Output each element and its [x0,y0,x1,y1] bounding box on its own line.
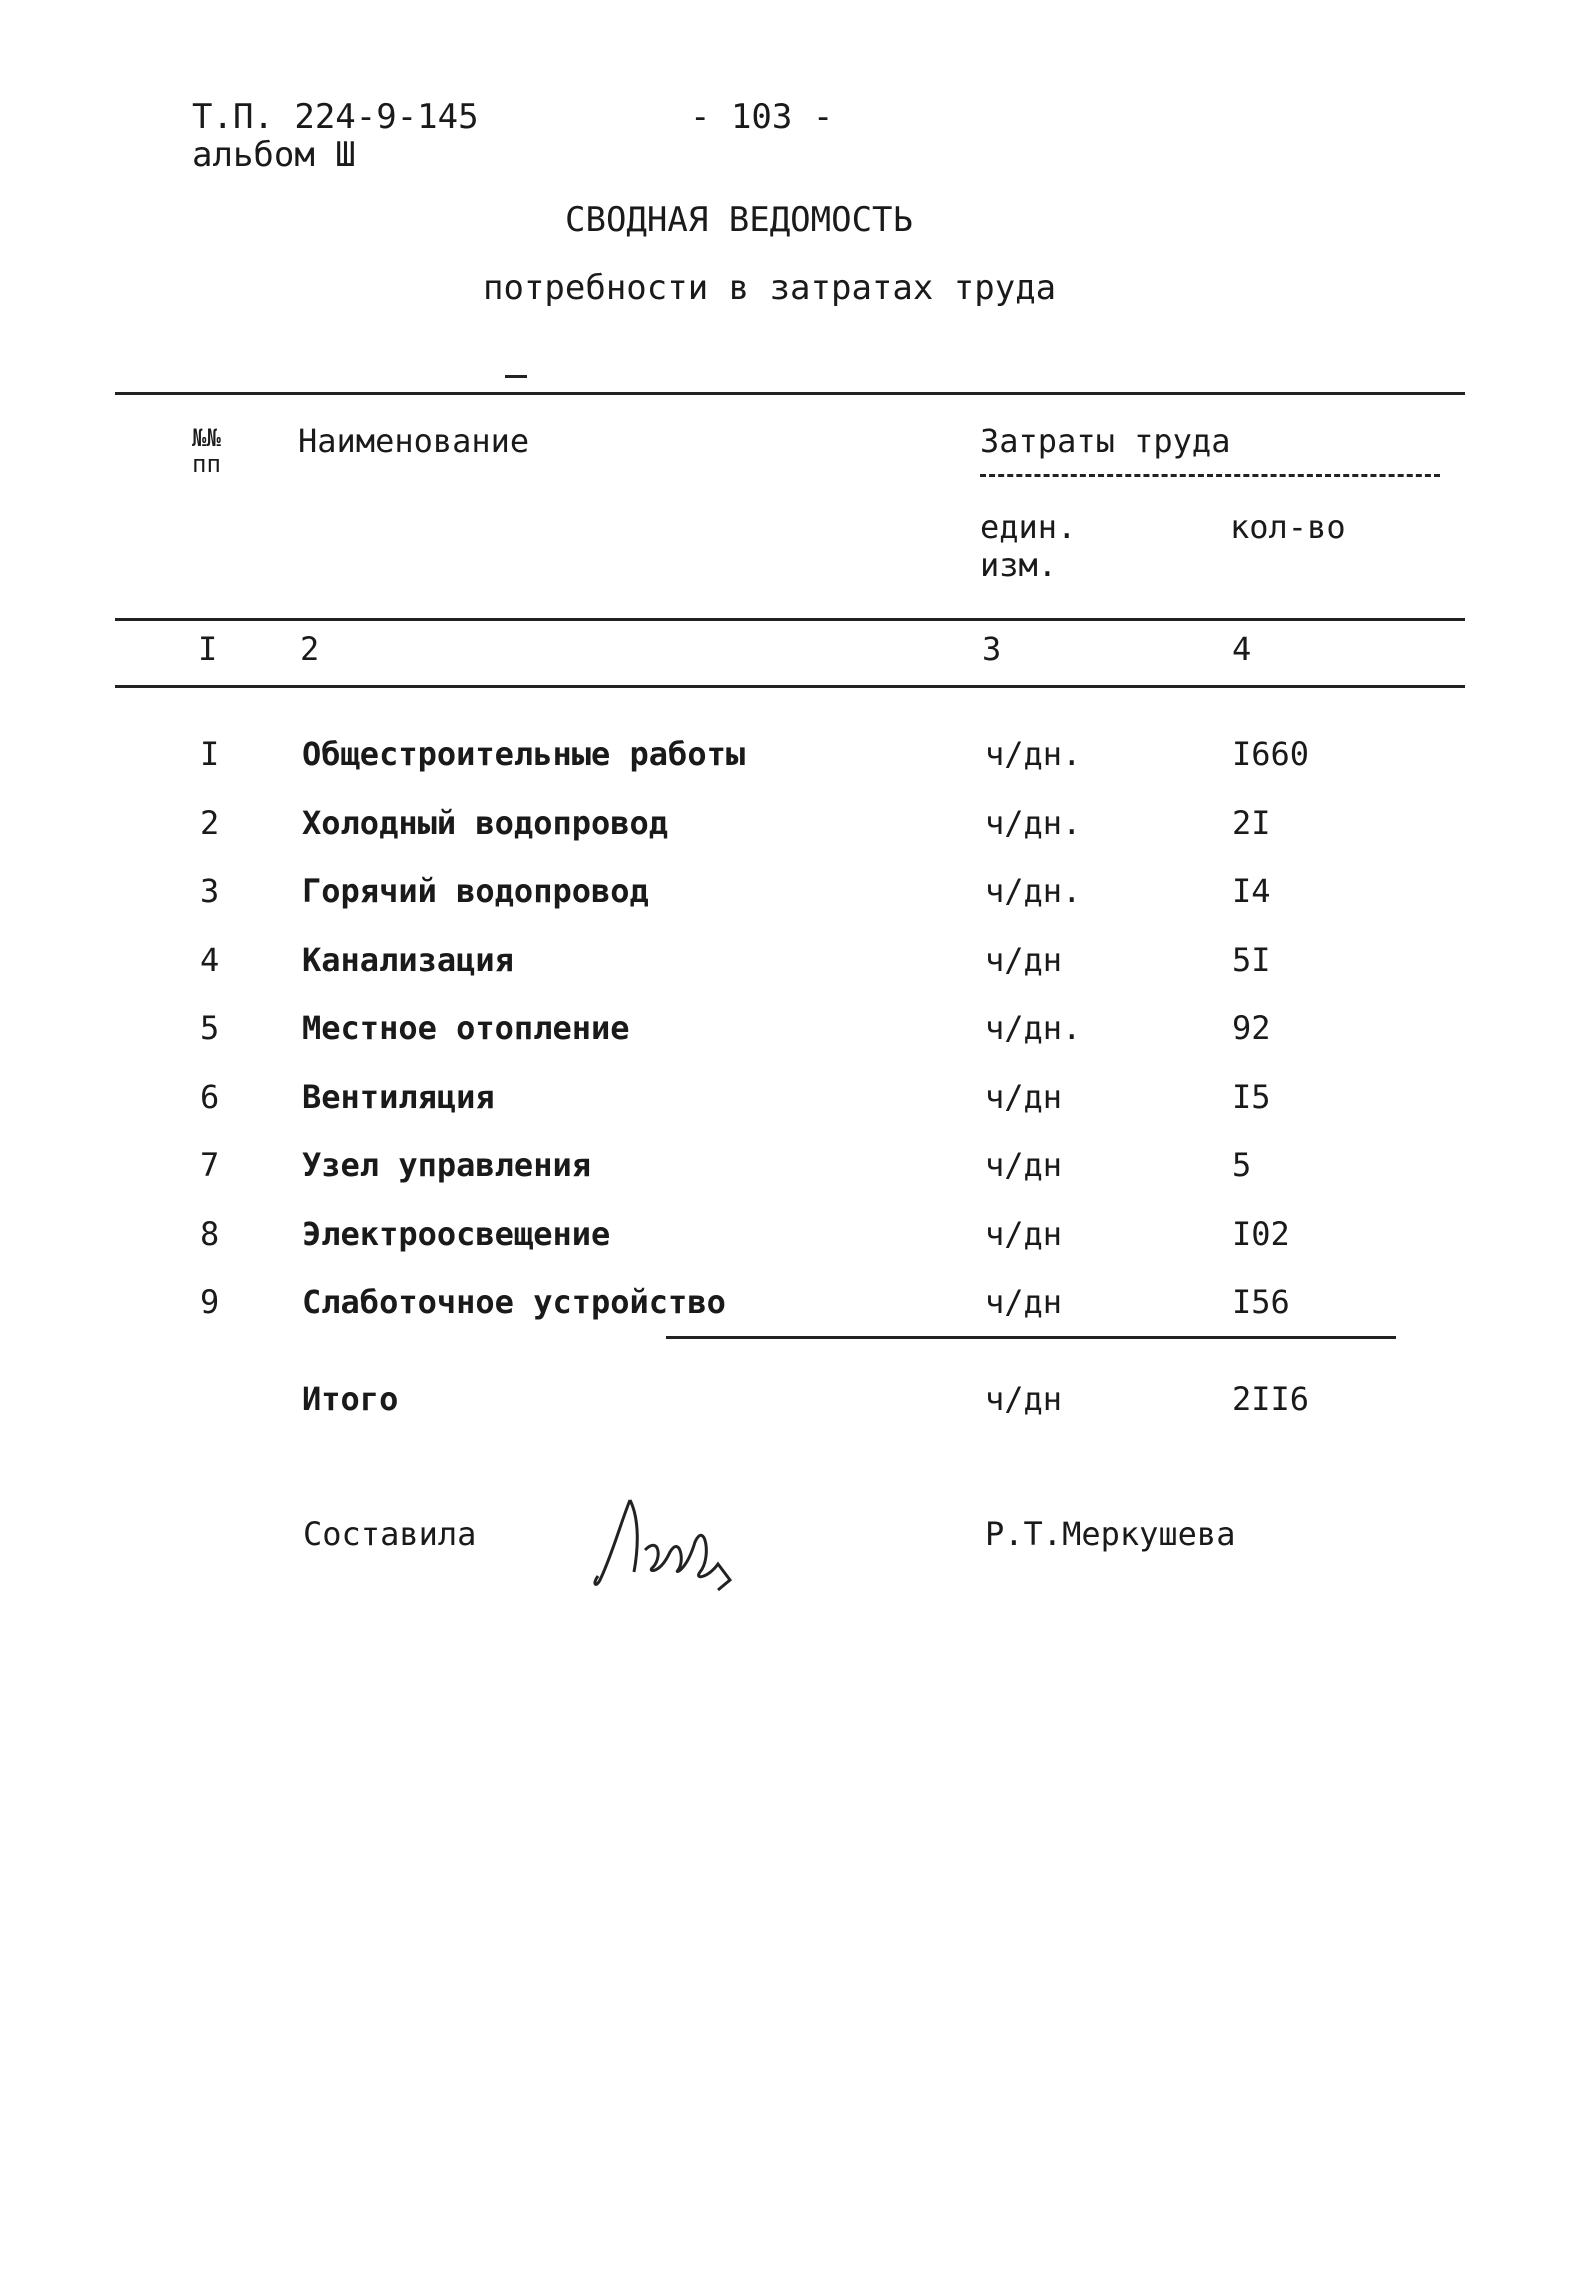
row-qty: I4 [1232,872,1271,910]
row-unit: ч/дн. [985,1009,1082,1047]
costs-dashed-rule [980,474,1440,477]
row-number: 6 [200,1077,220,1116]
row-qty: I5 [1232,1077,1271,1116]
header-unit: един. изм. [980,508,1077,584]
column-number-1: I [198,630,218,668]
total-qty: 2II6 [1232,1380,1310,1418]
row-unit: ч/дн [985,1146,1063,1184]
column-number-4: 4 [1232,630,1252,668]
row-unit: ч/дн. [985,803,1082,842]
row-name: Узел управления [302,1146,591,1184]
row-unit: ч/дн [985,1077,1063,1116]
header-num: №№ пп [192,424,221,478]
total-rule [666,1336,1396,1339]
compiler-name: Р.Т.Меркушева [985,1515,1236,1553]
header-qty: кол-во [1230,508,1346,546]
row-name: Горячий водопровод [302,872,649,910]
row-unit: ч/дн [985,1214,1063,1253]
row-qty: I660 [1232,735,1310,773]
row-qty: 5 [1232,1146,1252,1184]
row-unit: ч/дн [985,1283,1063,1321]
row-qty: I02 [1232,1214,1290,1253]
row-unit: ч/дн. [985,735,1082,773]
row-qty: 5I [1232,940,1271,979]
row-qty: I56 [1232,1283,1290,1321]
row-number: 5 [200,1009,220,1047]
row-number: 4 [200,940,220,979]
compiled-by-label: Составила [303,1515,477,1553]
row-number: 8 [200,1214,220,1253]
total-unit: ч/дн [985,1380,1063,1418]
row-name: Слаботочное устройство [302,1283,726,1321]
header-bottom-rule [115,618,1465,621]
document-subtitle: потребности в затратах труда [483,268,1057,308]
row-name: Электроосвещение [302,1214,611,1253]
row-number: I [200,735,220,773]
row-number: 7 [200,1146,220,1184]
row-unit: ч/дн [985,940,1063,979]
row-name: Холодный водопровод [302,803,669,842]
row-name: Канализация [302,940,514,979]
document-title: СВОДНАЯ ВЕДОМОСТЬ [565,200,913,240]
row-number: 2 [200,803,220,842]
page-number: - 103 - [690,97,834,137]
document-code: Т.П. 224-9-145 [192,97,479,137]
column-number-2: 2 [300,630,320,668]
colnum-bottom-rule [115,685,1465,688]
mark-dash [505,375,527,378]
row-number: 3 [200,872,220,910]
column-number-3: 3 [982,630,1002,668]
table-top-rule [115,392,1465,395]
album-label: альбом Ш [192,135,356,175]
header-name: Наименование [298,422,530,460]
row-name: Общестроительные работы [302,735,746,773]
row-qty: 2I [1232,803,1271,842]
row-number: 9 [200,1283,220,1321]
total-label: Итого [302,1380,399,1418]
row-name: Местное отопление [302,1009,630,1047]
row-name: Вентиляция [302,1077,495,1116]
header-costs: Затраты труда [980,422,1231,460]
row-qty: 92 [1232,1009,1271,1047]
row-unit: ч/дн. [985,872,1082,910]
handwritten-signature [590,1480,750,1595]
